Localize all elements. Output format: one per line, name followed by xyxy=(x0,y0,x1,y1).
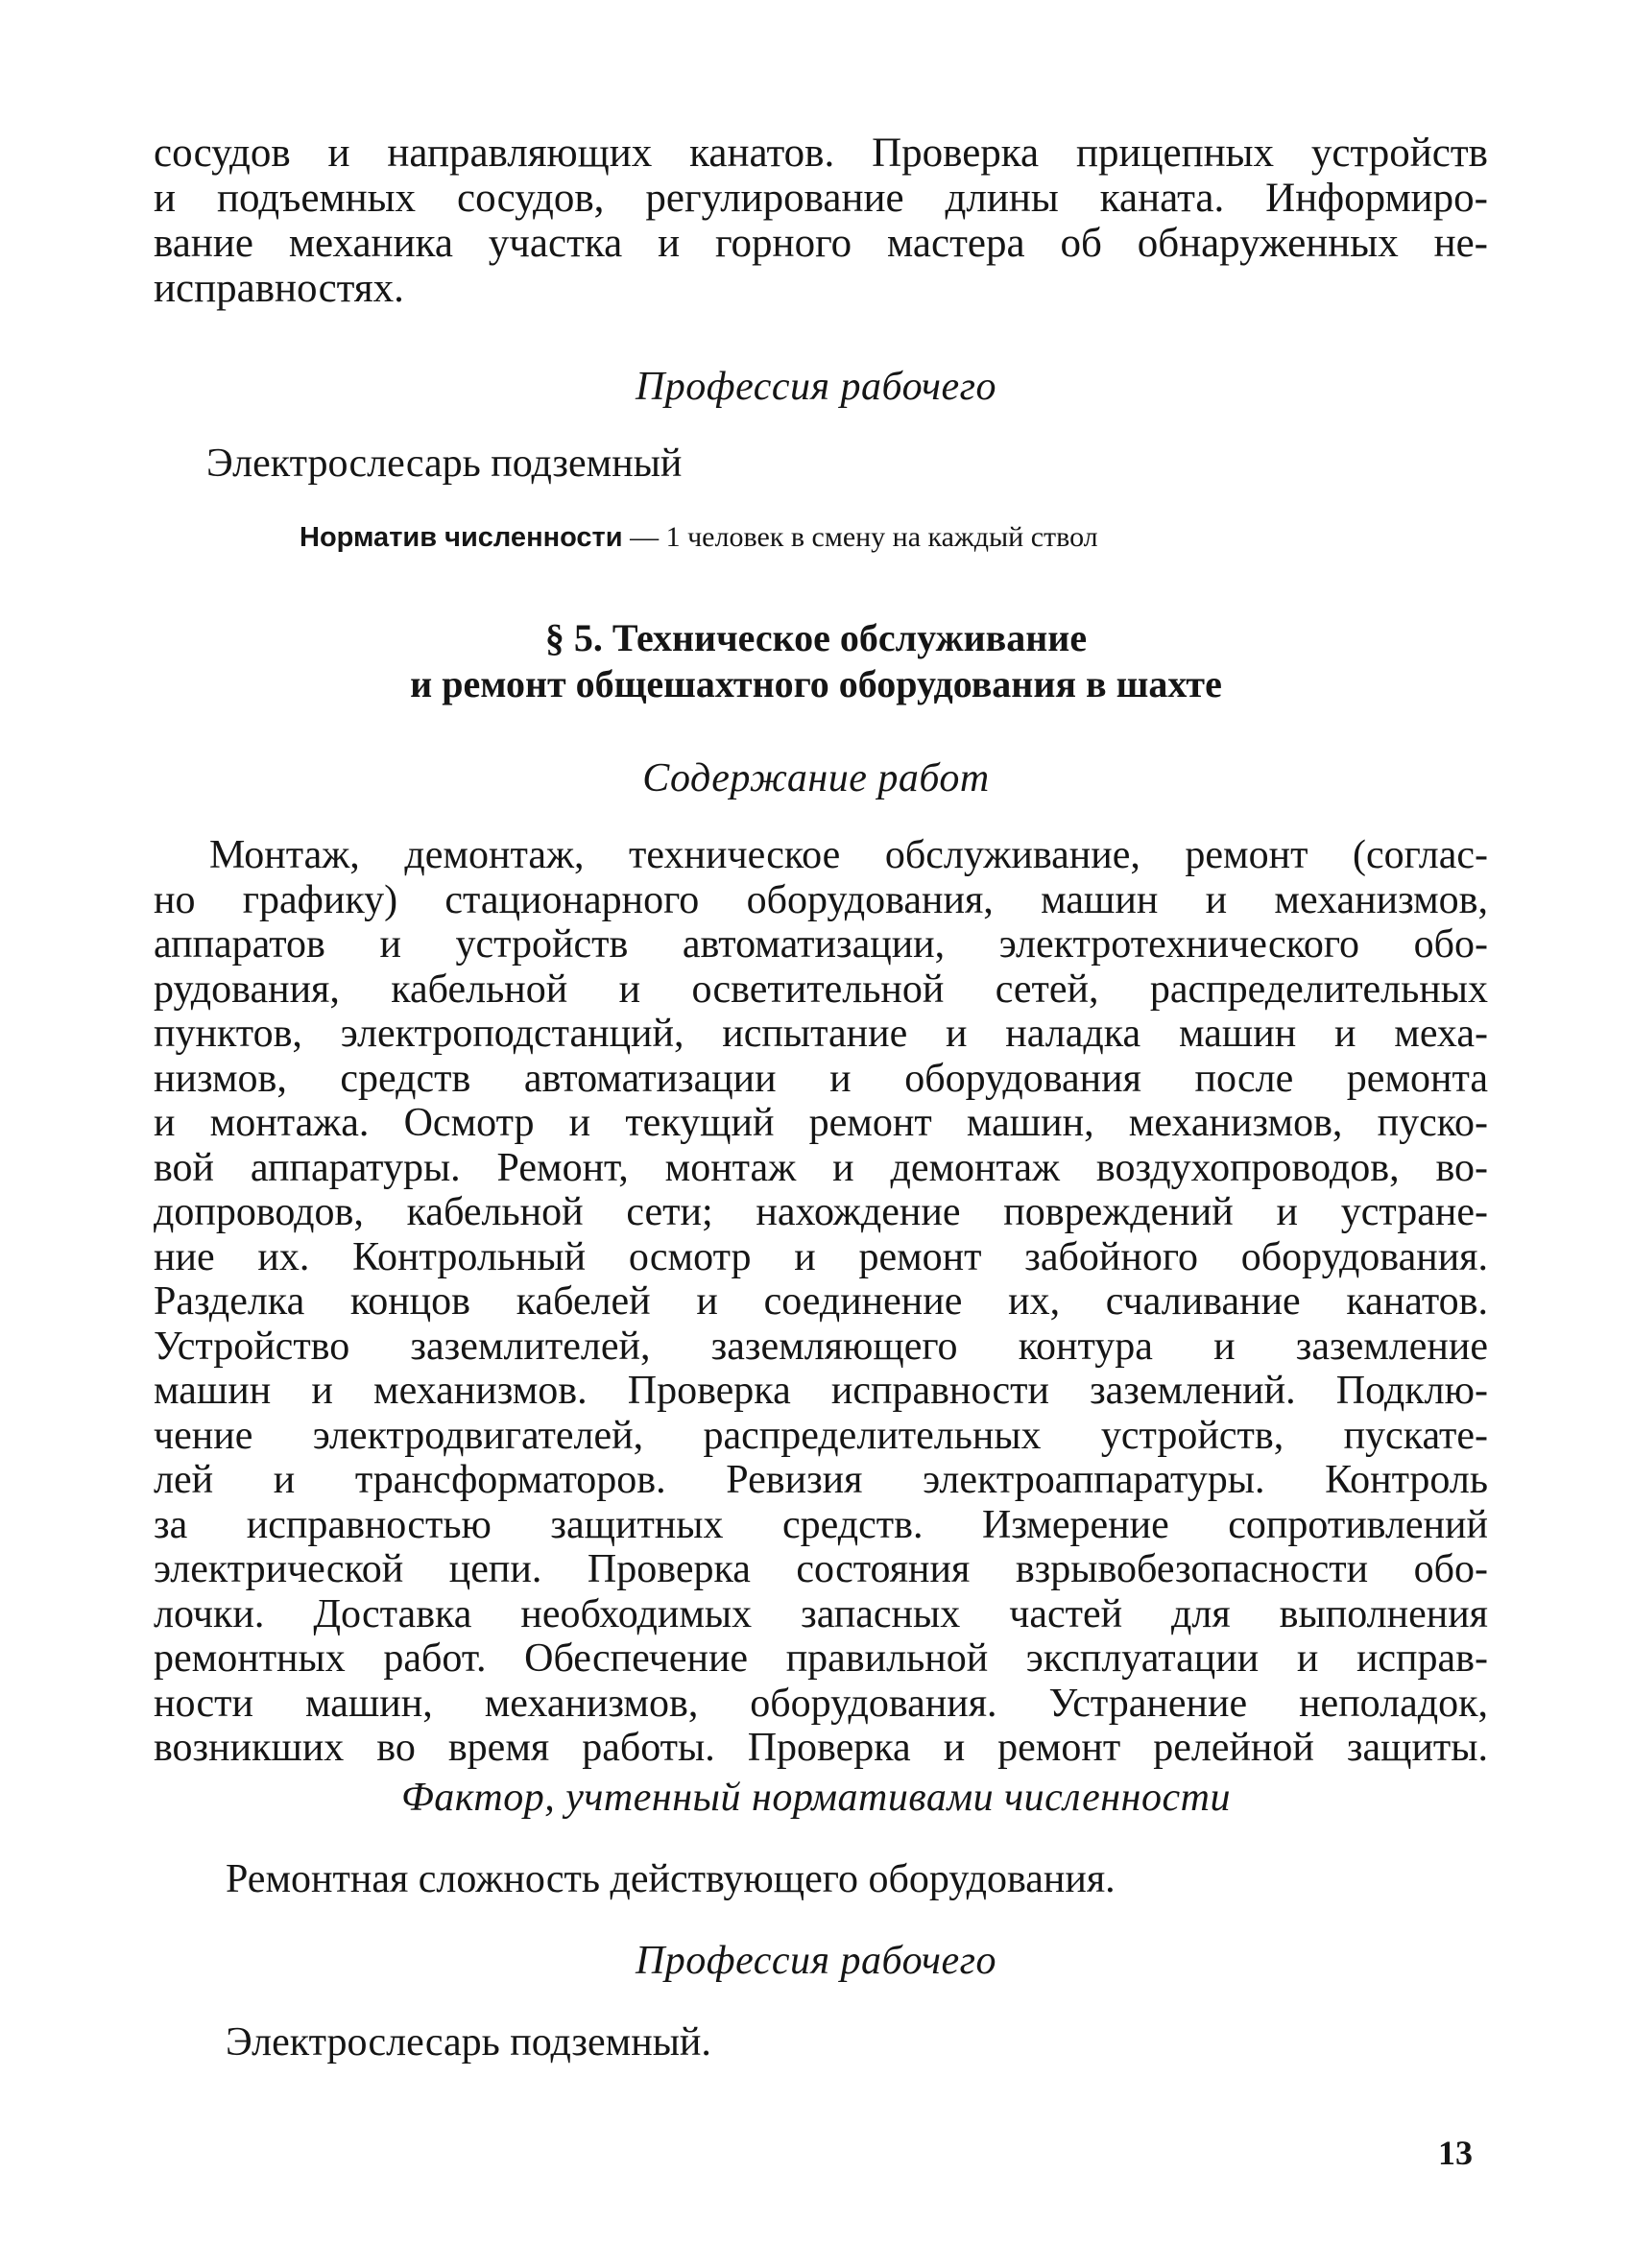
paragraph-line: за исправностью защитных средств. Измерение сопротивлений xyxy=(154,1502,1488,1547)
paragraph-line: вание механика участка и горного мастера об обнаруженных не- xyxy=(154,221,1488,266)
profession-heading-2: Профессия рабочего xyxy=(635,1939,997,1983)
paragraph-line: аппаратов и устройств автоматизации, электротехнического обо- xyxy=(154,922,1488,967)
paragraph-line: низмов, средств автоматизации и оборудования после ремонта xyxy=(154,1056,1488,1101)
section-title-line-1: § 5. Техническое обслуживание xyxy=(544,616,1088,659)
factor-text: Ремонтная сложность действующего оборудования. xyxy=(226,1857,1116,1901)
factor-heading: Фактор, учтенный нормативами численности xyxy=(401,1776,1231,1820)
content-heading: Содержание работ xyxy=(642,756,990,800)
paragraph-line: сосудов и направляющих канатов. Проверка прицепных устройств xyxy=(154,131,1488,176)
paragraph-line: лочки. Доставка необходимых запасных частей для выполнения xyxy=(154,1591,1488,1636)
paragraph-line: вой аппаратуры. Ремонт, монтаж и демонтаж воздухопроводов, во- xyxy=(154,1145,1488,1190)
paragraph-line: ние их. Контрольный осмотр и ремонт забойного оборудования. xyxy=(154,1234,1488,1279)
paragraph-line: ности машин, механизмов, оборудования. Устранение неполадок, xyxy=(154,1681,1488,1726)
profession-name-2: Электрослесарь подземный. xyxy=(226,2020,711,2065)
paragraph-line: лей и трансформаторов. Ревизия электроаппаратуры. Контроль xyxy=(154,1458,1488,1502)
paragraph-line: и монтажа. Осмотр и текущий ремонт машин, механизмов, пуско- xyxy=(154,1101,1488,1145)
paragraph-line: исправностях. xyxy=(154,266,404,311)
top-paragraph xyxy=(154,131,1488,311)
profession-name: Электрослесарь подземный xyxy=(206,442,683,486)
profession-heading: Профессия рабочего xyxy=(635,365,997,409)
page-number: 13 xyxy=(1438,2134,1473,2172)
paragraph-line: Разделка концов кабелей и соединение их, счаливание канатов. xyxy=(154,1279,1488,1324)
norm-text: — 1 человек в смену на каждый ствол xyxy=(622,521,1098,553)
norm-label: Норматив численности xyxy=(300,522,623,553)
paragraph-line: чение электродвигателей, распределительных устройств, пускате- xyxy=(154,1413,1488,1458)
paragraph-line: допроводов, кабельной сети; нахождение повреждений и устране- xyxy=(154,1190,1488,1234)
paragraph-line: пунктов, электроподстанций, испытание и наладка машин и меха- xyxy=(154,1012,1488,1056)
paragraph-line: ремонтных работ. Обеспечение правильной эксплуатации и исправ- xyxy=(154,1636,1488,1681)
paragraph-line: и подъемных сосудов, регулирование длины каната. Информиро- xyxy=(154,176,1488,221)
paragraph-line: Монтаж, демонтаж, техническое обслуживание, ремонт (соглас- xyxy=(209,833,1488,877)
paragraph-line: возникших во время работы. Проверка и ремонт релейной защиты. xyxy=(154,1726,1488,1770)
norm-line xyxy=(300,518,1098,557)
content-paragraph xyxy=(154,833,1488,1771)
section-title-line-2: и ремонт общешахтного оборудования в шахте xyxy=(410,662,1222,705)
paragraph-line: электрической цепи. Проверка состояния взрывобезопасности обо- xyxy=(154,1547,1488,1591)
paragraph-line: рудования, кабельной и осветительной сетей, распределительных xyxy=(154,967,1488,1012)
paragraph-line: но графику) стационарного оборудования, машин и механизмов, xyxy=(154,877,1488,922)
paragraph-line: машин и механизмов. Проверка исправности заземлений. Подклю- xyxy=(154,1369,1488,1413)
section-title xyxy=(0,615,1632,707)
paragraph-line: Устройство заземлителей, заземляющего контура и заземление xyxy=(154,1324,1488,1369)
